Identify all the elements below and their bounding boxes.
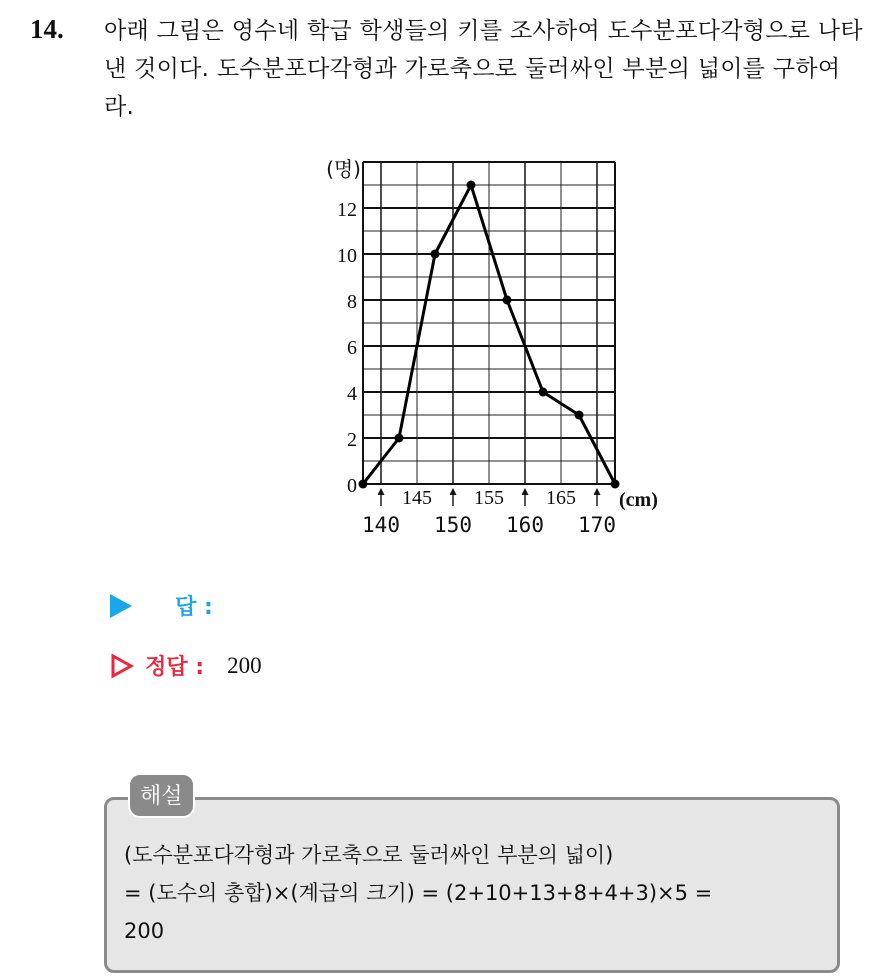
- explanation-tag: 해설: [128, 773, 195, 818]
- y-tick-label: 6: [347, 337, 357, 359]
- data-point: [359, 480, 368, 489]
- explanation-line-2: = (도수의 총합)×(계급의 크기) = (2+10+13+8+4+3)×5 =: [124, 881, 713, 905]
- frequency-polygon-chart: [300, 150, 660, 550]
- data-point: [539, 388, 548, 397]
- answer-row: [110, 590, 213, 621]
- outline-triangle-icon: [110, 653, 134, 679]
- data-point: [611, 480, 620, 489]
- explanation-text: [124, 836, 834, 950]
- data-point: [395, 434, 404, 443]
- chart-svg: [300, 150, 660, 550]
- y-unit-label: (명): [326, 157, 361, 181]
- correct-answer-label: 정답 :: [145, 655, 205, 680]
- data-point: [503, 296, 512, 305]
- play-triangle-icon: [110, 594, 132, 618]
- y-tick-label: 4: [347, 383, 357, 405]
- y-tick-label: 2: [347, 429, 357, 451]
- x-tick-label-upper: 145: [402, 487, 432, 509]
- tick-arrowhead: [378, 488, 385, 495]
- x-tick-label-lower: 140: [362, 513, 400, 537]
- data-point: [467, 181, 476, 190]
- x-tick-label-lower: 160: [506, 513, 544, 537]
- correct-answer-row: [110, 650, 262, 681]
- y-tick-label: 12: [337, 199, 357, 221]
- x-tick-label-lower: 170: [578, 513, 616, 537]
- x-tick-label-upper: 165: [546, 487, 576, 509]
- tick-arrowhead: [450, 488, 457, 495]
- question-number: 14.: [30, 14, 64, 44]
- answer-label: 답 :: [175, 595, 213, 620]
- y-tick-label: 10: [337, 245, 357, 267]
- question-text: 아래 그림은 영수네 학급 학생들의 키를 조사하여 도수분포다각형으로 나타낸 것이다. 도수분포다각형과 가로축으로 둘러싸인 부분의 넓이를 구하여라.: [104, 18, 863, 120]
- x-tick-label-lower: 150: [434, 513, 472, 537]
- y-tick-label: 8: [347, 291, 357, 313]
- correct-answer-value: 200: [227, 652, 262, 678]
- data-point: [431, 250, 440, 259]
- y-tick-label: 0: [347, 475, 357, 497]
- data-point: [575, 411, 584, 420]
- x-unit-label: (cm): [619, 489, 658, 511]
- x-tick-label-upper: 155: [474, 487, 504, 509]
- explanation-line-3: 200: [124, 919, 165, 943]
- tick-arrowhead: [522, 488, 529, 495]
- tick-arrowhead: [594, 488, 601, 495]
- explanation-line-1: (도수분포다각형과 가로축으로 둘러싸인 부분의 넓이): [124, 843, 614, 867]
